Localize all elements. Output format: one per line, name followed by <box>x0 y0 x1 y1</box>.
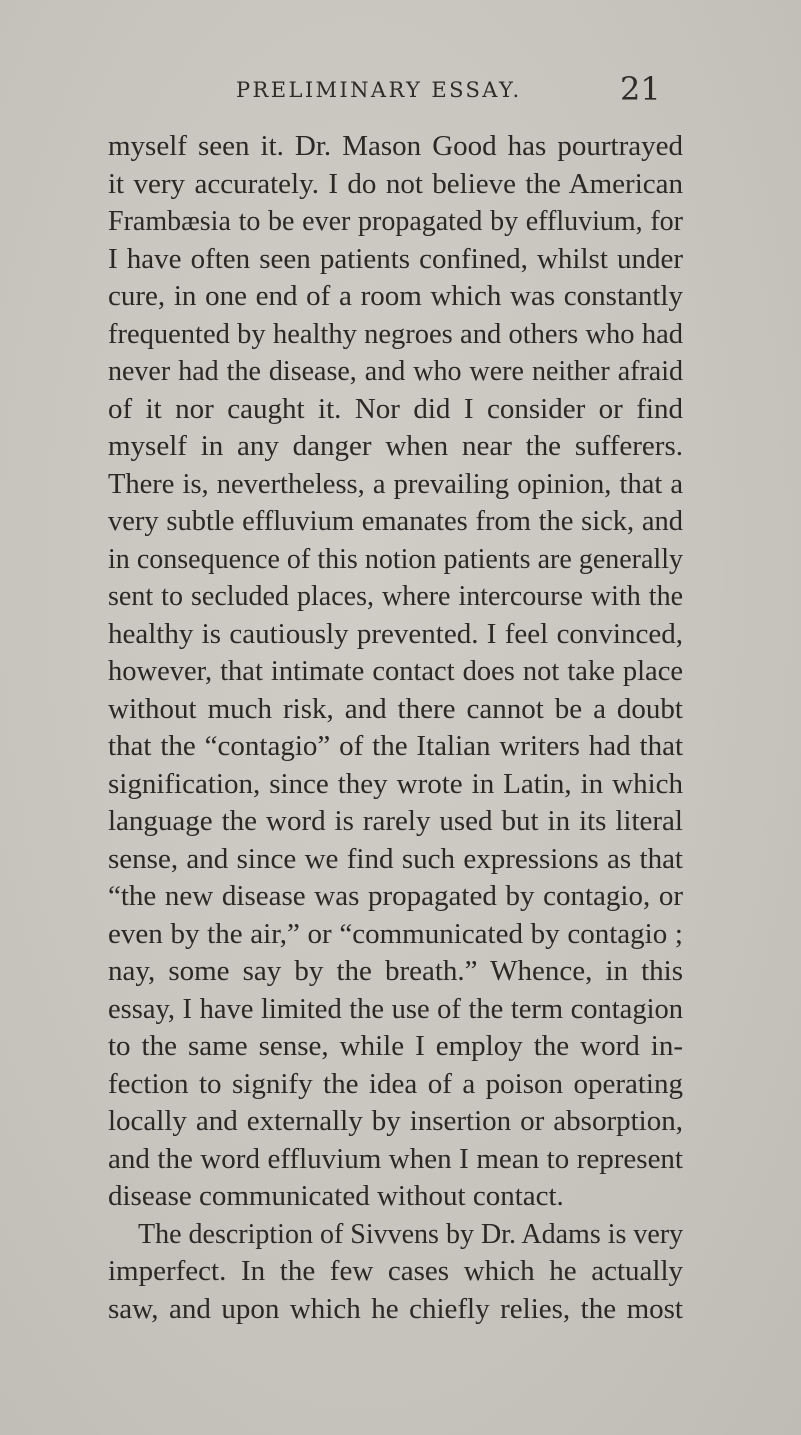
page-number: 21 <box>620 70 661 108</box>
text-line: of it nor caught it. Nor did I consider or find <box>108 392 683 425</box>
text-line: without much risk, and there cannot be a doubt <box>108 692 683 725</box>
text-line: healthy is cautiously prevented. I feel convinced, <box>108 617 683 650</box>
paragraph-end-line: disease communicated without contact. <box>108 1180 564 1212</box>
text-line: fection to signify the idea of a poison operating <box>108 1067 683 1100</box>
text-line: and the word effluvium when I mean to represent <box>108 1142 683 1175</box>
text-line: to the same sense, while I employ the word in- <box>108 1030 683 1062</box>
text-line: “the new disease was propagated by contagio, or <box>108 880 683 912</box>
text-line: I have often seen patients confined, whilst under <box>108 242 683 275</box>
text-line: even by the air,” or “communicated by contagio ; <box>108 917 683 950</box>
text-line: imperfect. In the few cases which he actually <box>108 1255 683 1287</box>
text-line: sense, and since we find such expressions as that <box>108 842 683 875</box>
text-line: never had the disease, and who were neither afraid <box>108 356 683 387</box>
body-text <box>108 128 683 1328</box>
text-line: myself seen it. Dr. Mason Good has pourtrayed <box>108 130 683 162</box>
text-line: that the “contagio” of the Italian writers had that <box>108 730 683 762</box>
text-line: myself in any danger when near the sufferers. <box>108 430 683 462</box>
text-line: sent to secluded places, where intercourse with the <box>108 581 683 612</box>
text-line: Frambæsia to be ever propagated by effluvium, for <box>108 206 683 237</box>
text-line: There is, nevertheless, a prevailing opinion, that a <box>108 468 683 500</box>
text-line: it very accurately. I do not believe the American <box>108 167 683 200</box>
text-line: however, that intimate contact does not take place <box>108 656 683 687</box>
text-line: locally and externally by insertion or absorption, <box>108 1105 683 1137</box>
running-head: PRELIMINARY ESSAY. <box>236 78 522 102</box>
text-line: signification, since they wrote in Latin, in which <box>108 767 683 800</box>
text-line: cure, in one end of a room which was constantly <box>108 280 683 312</box>
page-header <box>0 70 801 114</box>
text-line: nay, some say by the breath.” Whence, in this <box>108 955 683 987</box>
text-line: saw, and upon which he chiefly relies, the most <box>108 1292 683 1325</box>
paragraph-start-line: The description of Sivvens by Dr. Adams is very <box>138 1218 684 1250</box>
text-line: frequented by healthy negroes and others who had <box>108 318 683 350</box>
text-line: very subtle effluvium emanates from the sick, and <box>108 506 683 537</box>
text-line: in consequence of this notion patients are generally <box>108 543 683 575</box>
text-line: essay, I have limited the use of the term contagion <box>108 993 683 1025</box>
text-line: language the word is rarely used but in its literal <box>108 805 683 837</box>
